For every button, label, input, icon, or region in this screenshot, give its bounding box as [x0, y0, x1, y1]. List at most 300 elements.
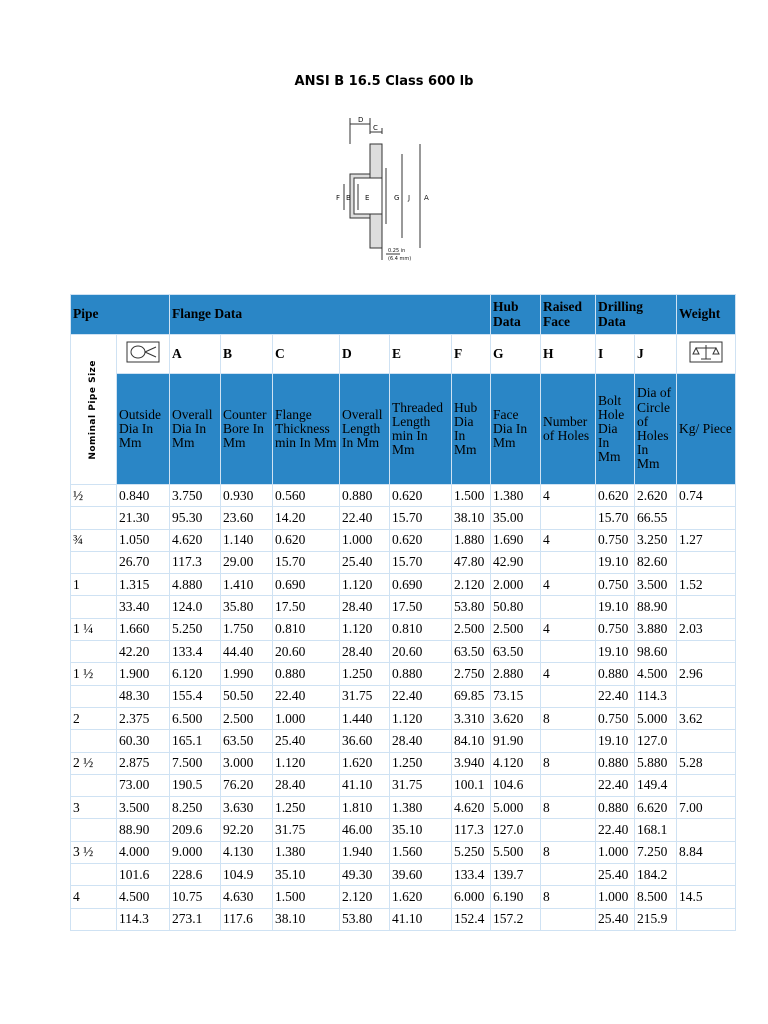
pipe-size-cell	[71, 730, 117, 752]
table-cell: 28.40	[273, 774, 340, 796]
table-cell: 8.250	[170, 797, 221, 819]
col-letter-e: E	[390, 335, 452, 374]
table-cell: 0.810	[273, 618, 340, 640]
table-cell: 0.880	[596, 663, 635, 685]
pipe-size-cell: 2 ½	[71, 752, 117, 774]
table-row	[71, 685, 736, 707]
table-row	[71, 797, 736, 819]
table-cell: 209.6	[170, 819, 221, 841]
table-cell: 1.000	[596, 886, 635, 908]
label-a: A	[424, 194, 429, 202]
table-cell: 42.90	[491, 551, 541, 573]
table-row	[71, 663, 736, 685]
pipe-size-cell	[71, 641, 117, 663]
table-cell: 104.9	[221, 864, 273, 886]
table-cell: 133.4	[170, 641, 221, 663]
table-cell: 28.40	[390, 730, 452, 752]
table-cell: 8.84	[677, 841, 736, 863]
table-cell: 14.5	[677, 886, 736, 908]
group-flange-data: Flange Data	[170, 295, 491, 335]
desc-circle-of-holes: Dia of Circle of Holes In Mm	[635, 374, 677, 485]
table-cell: 1.000	[340, 529, 390, 551]
table-cell: 4.000	[117, 841, 170, 863]
table-cell: 157.2	[491, 908, 541, 930]
table-cell: 50.50	[221, 685, 273, 707]
table-cell: 3.940	[452, 752, 491, 774]
page-title: ANSI B 16.5 Class 600 lb	[294, 74, 474, 89]
group-pipe: Pipe	[71, 295, 170, 335]
table-cell: 1.750	[221, 618, 273, 640]
table-cell: 15.70	[390, 507, 452, 529]
table-cell: 4	[541, 663, 596, 685]
table-cell: 4.130	[221, 841, 273, 863]
table-cell: 1.880	[452, 529, 491, 551]
table-cell: 39.60	[390, 864, 452, 886]
group-drilling-data: Drilling Data	[596, 295, 677, 335]
table-cell: 4.880	[170, 574, 221, 596]
pipe-size-cell: ½	[71, 485, 117, 507]
table-cell: 2.03	[677, 618, 736, 640]
table-cell: 22.40	[390, 685, 452, 707]
label-d: D	[358, 116, 364, 124]
table-row	[71, 864, 736, 886]
desc-bolt-hole-dia: Bolt Hole Dia In Mm	[596, 374, 635, 485]
table-cell: 273.1	[170, 908, 221, 930]
table-cell: 8	[541, 797, 596, 819]
table-row	[71, 529, 736, 551]
pipe-size-cell: 1 ½	[71, 663, 117, 685]
table-cell: 19.10	[596, 551, 635, 573]
table-cell: 1.315	[117, 574, 170, 596]
table-cell: 15.70	[390, 551, 452, 573]
table-cell	[541, 596, 596, 618]
table-cell: 29.00	[221, 551, 273, 573]
table-cell: 1.380	[491, 485, 541, 507]
table-cell	[541, 551, 596, 573]
table-cell: 10.75	[170, 886, 221, 908]
label-e: E	[365, 194, 370, 202]
pipe-size-cell	[71, 908, 117, 930]
table-row	[71, 774, 736, 796]
table-cell: 1.690	[491, 529, 541, 551]
table-cell: 4.620	[452, 797, 491, 819]
group-weight: Weight	[677, 295, 736, 335]
table-cell: 17.50	[273, 596, 340, 618]
nominal-pipe-size-label: Nominal Pipe Size	[87, 359, 98, 460]
table-cell: 1.810	[340, 797, 390, 819]
table-cell: 1.440	[340, 707, 390, 729]
pipe-size-cell: 3 ½	[71, 841, 117, 863]
desc-face-dia: Face Dia In Mm	[491, 374, 541, 485]
pipe-size-cell	[71, 551, 117, 573]
pipe-size-cell: 3	[71, 797, 117, 819]
table-cell: 1.050	[117, 529, 170, 551]
table-cell: 47.80	[452, 551, 491, 573]
table-cell: 15.70	[596, 507, 635, 529]
table-cell: 5.000	[635, 707, 677, 729]
table-cell: 88.90	[117, 819, 170, 841]
table-cell: 84.10	[452, 730, 491, 752]
col-letter-i: I	[596, 335, 635, 374]
table-cell: 82.60	[635, 551, 677, 573]
col-letter-c: C	[273, 335, 340, 374]
table-cell: 0.880	[273, 663, 340, 685]
table-cell: 0.840	[117, 485, 170, 507]
table-cell: 1.500	[452, 485, 491, 507]
table-cell: 63.50	[491, 641, 541, 663]
table-cell: 117.3	[452, 819, 491, 841]
desc-hub-dia: Hub Dia In Mm	[452, 374, 491, 485]
table-cell: 19.10	[596, 730, 635, 752]
table-row	[71, 819, 736, 841]
table-cell: 48.30	[117, 685, 170, 707]
table-cell: 1.560	[390, 841, 452, 863]
table-cell	[677, 864, 736, 886]
table-row	[71, 752, 736, 774]
table-cell: 104.6	[491, 774, 541, 796]
table-cell: 0.560	[273, 485, 340, 507]
table-cell: 1.900	[117, 663, 170, 685]
pipe-size-cell	[71, 864, 117, 886]
table-cell	[541, 685, 596, 707]
table-cell: 35.80	[221, 596, 273, 618]
col-letter-h: H	[541, 335, 596, 374]
table-cell: 25.40	[596, 864, 635, 886]
table-cell: 0.880	[596, 752, 635, 774]
table-cell: 1.52	[677, 574, 736, 596]
table-cell: 7.500	[170, 752, 221, 774]
table-cell: 8	[541, 707, 596, 729]
table-cell: 1.380	[273, 841, 340, 863]
table-cell: 117.3	[170, 551, 221, 573]
table-cell: 6.120	[170, 663, 221, 685]
table-cell: 8	[541, 752, 596, 774]
table-cell: 5.500	[491, 841, 541, 863]
table-row	[71, 551, 736, 573]
table-cell: 25.40	[596, 908, 635, 930]
table-cell: 228.6	[170, 864, 221, 886]
table-cell: 2.375	[117, 707, 170, 729]
table-cell: 25.40	[273, 730, 340, 752]
table-cell: 1.250	[273, 797, 340, 819]
table-cell: 63.50	[221, 730, 273, 752]
table-cell: 4	[541, 529, 596, 551]
pipe-flange-icon	[117, 335, 170, 374]
table-cell: 41.10	[390, 908, 452, 930]
table-cell: 1.120	[340, 574, 390, 596]
table-cell: 168.1	[635, 819, 677, 841]
label-c: C	[373, 124, 378, 132]
table-cell: 60.30	[117, 730, 170, 752]
table-cell: 0.690	[273, 574, 340, 596]
table-cell: 114.3	[635, 685, 677, 707]
table-cell: 1.000	[273, 707, 340, 729]
table-cell: 101.6	[117, 864, 170, 886]
table-cell: 2.000	[491, 574, 541, 596]
table-cell: 2.750	[452, 663, 491, 685]
table-cell: 4.620	[170, 529, 221, 551]
table-cell: 33.40	[117, 596, 170, 618]
table-cell: 9.000	[170, 841, 221, 863]
table-cell: 2.500	[491, 618, 541, 640]
table-cell: 66.55	[635, 507, 677, 529]
table-cell: 46.00	[340, 819, 390, 841]
table-cell	[541, 641, 596, 663]
table-cell: 1.250	[340, 663, 390, 685]
label-f: F	[336, 194, 341, 202]
label-b: B	[346, 194, 351, 202]
table-cell: 38.10	[452, 507, 491, 529]
table-cell: 95.30	[170, 507, 221, 529]
table-cell: 14.20	[273, 507, 340, 529]
table-cell	[677, 908, 736, 930]
flange-data-table	[70, 294, 736, 931]
label-dim: 0.25 in	[388, 248, 406, 254]
table-cell: 127.0	[635, 730, 677, 752]
table-cell: 6.620	[635, 797, 677, 819]
table-cell: 1.940	[340, 841, 390, 863]
table-cell: 88.90	[635, 596, 677, 618]
table-cell: 2.120	[452, 574, 491, 596]
table-row	[71, 841, 736, 863]
pipe-size-cell: 4	[71, 886, 117, 908]
table-row	[71, 641, 736, 663]
table-cell: 4.500	[635, 663, 677, 685]
desc-counter-bore: Counter Bore In Mm	[221, 374, 273, 485]
table-cell: 1.500	[273, 886, 340, 908]
table-cell: 0.880	[390, 663, 452, 685]
table-cell: 0.880	[340, 485, 390, 507]
desc-outside-dia: Outside Dia In Mm	[117, 374, 170, 485]
table-cell: 28.40	[340, 641, 390, 663]
table-cell: 3.500	[117, 797, 170, 819]
table-cell: 124.0	[170, 596, 221, 618]
col-letter-g: G	[491, 335, 541, 374]
table-row	[71, 707, 736, 729]
table-cell: 63.50	[452, 641, 491, 663]
table-cell: 0.880	[596, 797, 635, 819]
table-cell: 1.620	[390, 886, 452, 908]
table-cell: 50.80	[491, 596, 541, 618]
table-cell: 3.620	[491, 707, 541, 729]
table-cell: 1.620	[340, 752, 390, 774]
table-row	[71, 618, 736, 640]
table-cell	[677, 819, 736, 841]
flange-diagram	[324, 114, 444, 272]
table-cell: 1.120	[390, 707, 452, 729]
pipe-size-cell	[71, 774, 117, 796]
table-cell: 2.120	[340, 886, 390, 908]
table-cell: 20.60	[273, 641, 340, 663]
table-cell: 1.27	[677, 529, 736, 551]
table-cell: 4.120	[491, 752, 541, 774]
table-cell: 3.62	[677, 707, 736, 729]
table-cell: 42.20	[117, 641, 170, 663]
table-cell: 49.30	[340, 864, 390, 886]
table-cell: 31.75	[273, 819, 340, 841]
table-cell: 4	[541, 618, 596, 640]
table-cell: 44.40	[221, 641, 273, 663]
table-cell: 21.30	[117, 507, 170, 529]
table-cell	[677, 551, 736, 573]
table-cell: 53.80	[452, 596, 491, 618]
table-cell	[541, 507, 596, 529]
table-cell	[677, 596, 736, 618]
table-cell: 0.620	[390, 529, 452, 551]
table-cell: 4	[541, 485, 596, 507]
table-cell: 23.60	[221, 507, 273, 529]
table-cell: 3.750	[170, 485, 221, 507]
table-cell: 2.500	[221, 707, 273, 729]
table-cell: 184.2	[635, 864, 677, 886]
table-row	[71, 507, 736, 529]
table-cell	[677, 507, 736, 529]
table-cell: 7.00	[677, 797, 736, 819]
table-cell: 91.90	[491, 730, 541, 752]
table-cell: 1.120	[340, 618, 390, 640]
table-cell: 26.70	[117, 551, 170, 573]
table-cell: 215.9	[635, 908, 677, 930]
pipe-size-cell	[71, 685, 117, 707]
table-cell: 0.620	[596, 485, 635, 507]
table-cell: 92.20	[221, 819, 273, 841]
table-cell: 2.500	[452, 618, 491, 640]
table-cell: 53.80	[340, 908, 390, 930]
table-cell: 1.380	[390, 797, 452, 819]
pipe-size-cell	[71, 819, 117, 841]
table-cell: 2.880	[491, 663, 541, 685]
pipe-size-cell	[71, 596, 117, 618]
label-dim2: (6.4 mm)	[388, 256, 412, 262]
table-cell: 100.1	[452, 774, 491, 796]
table-cell: 0.690	[390, 574, 452, 596]
col-letter-d: D	[340, 335, 390, 374]
table-row	[71, 574, 736, 596]
table-cell: 5.250	[170, 618, 221, 640]
table-cell: 3.310	[452, 707, 491, 729]
table-row	[71, 730, 736, 752]
table-cell: 8	[541, 841, 596, 863]
col-letter-f: F	[452, 335, 491, 374]
pipe-size-cell: 1	[71, 574, 117, 596]
table-cell: 15.70	[273, 551, 340, 573]
table-cell: 20.60	[390, 641, 452, 663]
table-cell: 2.96	[677, 663, 736, 685]
desc-kg-piece: Kg/ Piece	[677, 374, 736, 485]
table-cell: 8	[541, 886, 596, 908]
col-letter-a: A	[170, 335, 221, 374]
table-cell: 165.1	[170, 730, 221, 752]
table-cell	[541, 908, 596, 930]
table-cell: 19.10	[596, 596, 635, 618]
desc-number-of-holes: Number of Holes	[541, 374, 596, 485]
table-row	[71, 485, 736, 507]
table-cell: 4.500	[117, 886, 170, 908]
table-cell: 0.620	[273, 529, 340, 551]
table-cell: 1.140	[221, 529, 273, 551]
table-row	[71, 596, 736, 618]
table-cell: 69.85	[452, 685, 491, 707]
table-cell: 5.000	[491, 797, 541, 819]
table-cell	[677, 730, 736, 752]
table-cell: 7.250	[635, 841, 677, 863]
table-cell: 73.15	[491, 685, 541, 707]
table-cell: 35.10	[273, 864, 340, 886]
pipe-size-cell: ¾	[71, 529, 117, 551]
table-cell: 155.4	[170, 685, 221, 707]
table-cell	[677, 774, 736, 796]
table-cell: 22.40	[596, 685, 635, 707]
table-cell: 19.10	[596, 641, 635, 663]
table-cell: 22.40	[273, 685, 340, 707]
table-cell: 117.6	[221, 908, 273, 930]
table-cell: 6.000	[452, 886, 491, 908]
table-cell	[677, 641, 736, 663]
table-cell: 3.630	[221, 797, 273, 819]
table-cell: 2.620	[635, 485, 677, 507]
table-cell: 5.880	[635, 752, 677, 774]
group-raised-face: Raised Face	[541, 295, 596, 335]
table-cell: 190.5	[170, 774, 221, 796]
table-cell: 3.250	[635, 529, 677, 551]
table-row	[71, 908, 736, 930]
table-cell: 3.880	[635, 618, 677, 640]
table-cell: 139.7	[491, 864, 541, 886]
table-cell: 35.00	[491, 507, 541, 529]
table-cell: 3.500	[635, 574, 677, 596]
table-cell: 114.3	[117, 908, 170, 930]
balance-scale-icon	[677, 335, 736, 374]
group-hub-data: Hub Data	[491, 295, 541, 335]
desc-overall-dia: Overall Dia In Mm	[170, 374, 221, 485]
table-cell: 0.620	[390, 485, 452, 507]
label-g: G	[394, 194, 400, 202]
table-row	[71, 886, 736, 908]
col-letter-j: J	[635, 335, 677, 374]
table-cell	[541, 774, 596, 796]
table-cell: 1.410	[221, 574, 273, 596]
table-cell: 31.75	[390, 774, 452, 796]
table-cell: 0.750	[596, 529, 635, 551]
table-cell: 73.00	[117, 774, 170, 796]
desc-flange-thickness: Flange Thickness min In Mm	[273, 374, 340, 485]
col-letter-b: B	[221, 335, 273, 374]
table-cell: 4	[541, 574, 596, 596]
table-cell: 2.875	[117, 752, 170, 774]
table-cell: 22.40	[340, 507, 390, 529]
table-cell: 17.50	[390, 596, 452, 618]
table-cell: 152.4	[452, 908, 491, 930]
table-cell: 38.10	[273, 908, 340, 930]
table-cell: 133.4	[452, 864, 491, 886]
table-cell: 0.750	[596, 574, 635, 596]
desc-threaded-length: Threaded Length min In Mm	[390, 374, 452, 485]
desc-overall-length: Overall Length In Mm	[340, 374, 390, 485]
table-cell: 6.500	[170, 707, 221, 729]
table-cell: 6.190	[491, 886, 541, 908]
table-cell: 1.990	[221, 663, 273, 685]
table-cell: 3.000	[221, 752, 273, 774]
table-cell: 41.10	[340, 774, 390, 796]
nominal-pipe-size-header	[71, 335, 117, 485]
table-cell: 1.250	[390, 752, 452, 774]
table-cell: 4.630	[221, 886, 273, 908]
table-cell: 98.60	[635, 641, 677, 663]
table-cell: 149.4	[635, 774, 677, 796]
table-cell: 0.74	[677, 485, 736, 507]
pipe-size-cell: 1 ¼	[71, 618, 117, 640]
table-cell: 28.40	[340, 596, 390, 618]
